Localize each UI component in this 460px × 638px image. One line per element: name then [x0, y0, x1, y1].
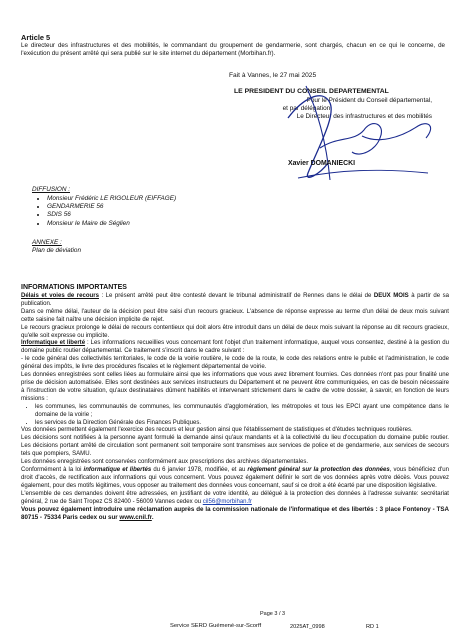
- diffusion-heading: DIFFUSION :: [32, 186, 70, 193]
- decisions-paragraph: Les décisions sont notifiées à la personne ayant formulé la demande ainsi qu'aux mandants et à la collectivité du lieu d'occupation du domaine public routier. Les décisions portant arrêté de circulation sont permanent soit temporaire sont transmises aux services de police et de gendarmerie, aux services de secours tels que pompiers, SAMU.: [21, 435, 449, 458]
- signature-line-3: Le Directeur des infrastructures et des mobilités: [296, 113, 432, 120]
- signer-name: Xavier DOMANIECKI: [288, 160, 356, 167]
- missions-list: [21, 404, 449, 428]
- informatique-paragraph: Informatique et liberté : Les informations recueillies vous concernant font l'objet d'un traitement informatique, auquel vous consentez, destiné à la gestion du domaine public routier départemental. Ce traitement s'inscrit dans le cadre suivant :: [21, 340, 449, 355]
- permettent-paragraph: Vos données permettent également l'exercice des recours et leur gestion ainsi que l'établissement de statistiques et d'études techniques routières.: [21, 427, 413, 434]
- meme-delai-paragraph: Dans ce même délai, l'auteur de la décision peut être saisi d'un recours gracieux. L'absence de réponse expresse au terme d'un délai de deux mois suivant cette saisine fait naître une décision implicite de rejet.: [21, 308, 449, 323]
- recours-paragraph: Le recours gracieux prolonge le délai de recours contentieux qui doit alors être introduit dans un délai de deux mois suivant la réponse au dit recours gracieux, qu'elle soit expresse ou implicite.: [21, 324, 449, 339]
- signature-date: Fait à Vannes, le 27 mai 2025: [229, 72, 317, 79]
- annexe-item: Plan de déviation: [32, 247, 82, 254]
- diffusion-item: • Monsieur le Maire de Séglien: [47, 220, 176, 228]
- diffusion-item: • Monsieur Frédéric LE RIGOLEUR (EIFFAGE): [47, 195, 176, 203]
- codes-paragraph: - le code général des collectivités territoriales, le code de la voirie routière, le code de la route, le code des relations entre le public et l'administration, le code général des impôts, le livre des procédures fiscales et le règlement départemental de voirie.: [21, 356, 449, 371]
- footer-reference: 2025AT_0998: [290, 624, 325, 630]
- handwritten-signature: [268, 78, 443, 196]
- annexe-heading: ANNEXE :: [32, 239, 62, 246]
- diffusion-item: • SDIS 56: [47, 211, 176, 219]
- mission-item: • les communes, les communautés de communes, les communautés d'agglomération, les métropoles et tous les EPCI ayant une compétence dans le domaine de la voirie ;: [35, 404, 449, 420]
- conservees-paragraph: Les données enregistrées sont conservées conformément aux prescriptions des archives départementales.: [21, 459, 309, 466]
- donnees-paragraph: Les données enregistrées sont celles liées au formulaire ainsi que les informations que vous avez librement fournies. Ces données n'ont pas pour finalité une prise de décision automatisée. Elles sont destinées aux services instructeurs du Département et ne peuvent être communiquées, en cas de besoin nécessaire à l'instruction de votre situation, qu'aux destinataires dûment habilités et intervenant strictement dans le cadre de votre dossier, à savoir, en fonction de leurs missions :: [21, 372, 449, 402]
- signature-line-2: et par délégation,: [282, 105, 332, 112]
- president-title: LE PRESIDENT DU CONSEIL DEPARTEMENTAL: [234, 88, 389, 95]
- ensemble-paragraph: L'ensemble de ces demandes doivent être adressées, en justifiant de votre identité, au délégué à la protection des données à l'adresse suivante: secrétariat général, 2 rue de Saint Tropez CS 82400 - 56009 Vannes cedex ou cil56@morbihan.fr: [21, 490, 449, 505]
- diffusion-list: [37, 195, 176, 228]
- informations-heading: INFORMATIONS IMPORTANTES: [21, 284, 127, 291]
- email-link[interactable]: cil56@morbihan.fr: [202, 498, 252, 505]
- footer-rd: RD 1: [366, 624, 379, 630]
- diffusion-item: • GENDARMERIE 56: [47, 203, 176, 211]
- mission-item: • les services de la Direction Générale des Finances Publiques.: [35, 420, 449, 428]
- delais-paragraph: Délais et voies de recours : Le présent arrêté peut être contesté devant le tribunal administratif de Rennes dans le délai de DEUX MOIS à partir de sa publication.: [21, 293, 449, 307]
- article-body: Le directeur des infrastructures et des mobilités, le commandant du groupement de gendarmerie, sont chargés, chacun en ce qui le concerne, de l'exécution du présent arrêté qui sera publié sur le site internet du département (Morbihan.fr).: [21, 42, 445, 58]
- informatique-label: Informatique et liberté: [21, 340, 86, 347]
- informations-body: [21, 293, 449, 522]
- conformement-paragraph: Conformément à la loi informatique et libertés du 6 janvier 1978, modifiée, et au règlement général sur la protection des données, vous bénéficiez d'un droit d'accès, de rectification aux informations qui vous concernent. Vous pouvez également définir le sort de vos données après votre décès. Vous pouvez également, pour des motifs légitimes, vous opposer au traitement des données vous concernant, sauf si ce droit a été écarté par une disposition législative.: [21, 466, 449, 489]
- footer-service: Service SERD Guémené-sur-Scorff: [170, 623, 262, 629]
- cnil-paragraph: Vous pouvez également introduire une réclamation auprès de la commission nationale de l'informatique et des libertés : 3 place Fontenoy - TSA 80715 - 75334 Paris cedex ou sur www.cnil.fr.: [21, 506, 449, 522]
- delais-label: Délais et voies de recours: [21, 293, 99, 299]
- cnil-link[interactable]: www.cnil.fr: [119, 514, 152, 522]
- page-number: Page 3 / 3: [260, 611, 286, 617]
- article-title: Article 5: [21, 33, 51, 42]
- signature-line-1: Pour le Président du Conseil départemental,: [306, 97, 432, 104]
